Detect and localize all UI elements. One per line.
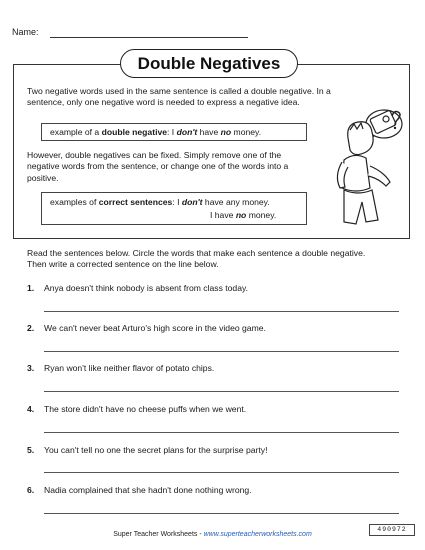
question-number: 2. <box>27 323 35 333</box>
answer-line[interactable] <box>44 432 399 433</box>
example1-prefix: example of a <box>50 127 102 137</box>
example1-mid: have <box>197 127 221 137</box>
example1-word2: no <box>220 127 232 137</box>
example1-bold: double negative <box>101 127 168 137</box>
example2-colon: : I <box>172 197 182 207</box>
footer <box>0 531 425 538</box>
question-number: 5. <box>27 445 35 455</box>
question-number: 6. <box>27 485 35 495</box>
answer-line[interactable] <box>44 513 399 514</box>
example2-bold: correct sentences <box>98 197 173 207</box>
question-text: The store didn't have no cheese puffs when we went. <box>44 404 247 414</box>
example2-word1: don't <box>181 197 203 207</box>
example2-suffix1: have any money. <box>202 197 270 207</box>
boy-illustration <box>330 100 408 238</box>
question-text: Nadia complained that she hadn't done nothing wrong. <box>44 485 252 495</box>
intro-paragraph-2: However, double negatives can be fixed. Simply remove one of the negative words from the sentence, or change one of the words into a positive. <box>27 150 289 183</box>
example2-line2-suffix: money. <box>246 210 277 220</box>
example1-word1: don't <box>176 127 198 137</box>
correct-sentences-example <box>41 192 307 225</box>
example2-line2 <box>50 209 306 222</box>
answer-line[interactable] <box>44 391 399 392</box>
question-number: 1. <box>27 283 35 293</box>
example2-word2: no <box>235 210 247 220</box>
question-text: You can't tell no one the secret plans for the surprise party! <box>44 445 268 455</box>
answer-line[interactable] <box>44 472 399 473</box>
footer-url[interactable]: www.superteacherworksheets.com <box>203 531 312 538</box>
answer-line[interactable] <box>44 351 399 352</box>
directions: Read the sentences below. Circle the words that make each sentence a double negative. Then write a corrected sentence on the line below. <box>27 248 366 270</box>
question-number: 4. <box>27 404 35 414</box>
example2-prefix: examples of <box>50 197 99 207</box>
name-line[interactable] <box>50 37 248 38</box>
intro-paragraph-1: Two negative words used in the same sentence is called a double negative. In a sentence, only one negative word is needed to express a negative idea. <box>27 86 331 108</box>
question-text: We can't never beat Arturo's high score in the video game. <box>44 323 266 333</box>
footer-brand: Super Teacher Worksheets - <box>113 531 204 538</box>
name-label: Name: <box>12 27 39 37</box>
example2-line1 <box>50 196 306 209</box>
double-negative-example <box>41 123 307 141</box>
example1-suffix: money. <box>231 127 262 137</box>
question-number: 3. <box>27 363 35 373</box>
page-title: Double Negatives <box>120 49 298 78</box>
answer-line[interactable] <box>44 311 399 312</box>
question-text: Anya doesn't think nobody is absent from class today. <box>44 283 249 293</box>
example1-colon: : I <box>167 127 177 137</box>
question-text: Ryan won't like neither flavor of potato chips. <box>44 363 215 373</box>
example2-line2-prefix: I have <box>210 210 236 220</box>
worksheet-code: 490972 <box>369 524 415 536</box>
